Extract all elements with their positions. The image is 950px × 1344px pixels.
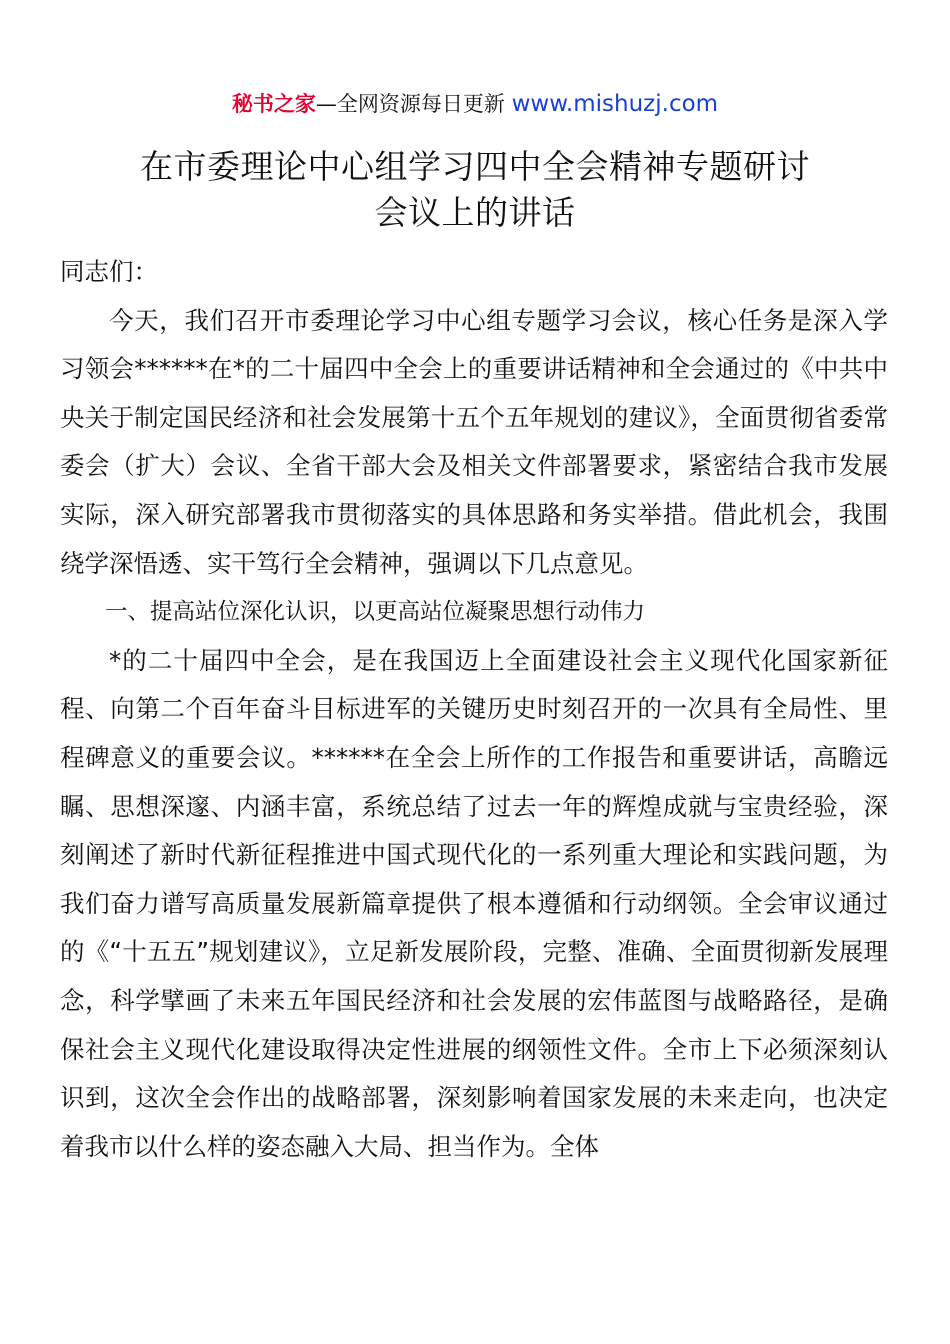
speech-body (60, 248, 888, 1171)
paragraph-section-1: *的二十届四中全会，是在我国迈上全面建设社会主义现代化国家新征程、向第二个百年奋斗目标进军的关键历史时刻召开的一次具有全局性、里程碑意义的重要会议。******在全会上所作的工作报告和重要讲话，高瞻远瞩、思想深邃、内涵丰富，系统总结了过去一年的辉煌成就与宝贵经验，深刻阐述了新时代新征程推进中国式现代化的一系列重大理论和实践问题，为我们奋力谱写高质量发展新篇章提供了根本遵循和行动纲领。全会审议通过的《“十五五”规划建议》，立足新发展阶段，完整、准确、全面贯彻新发展理念，科学擘画了未来五年国民经济和社会发展的宏伟蓝图与战略路径，是确保社会主义现代化建设取得决定性进展的纲领性文件。全市上下必须深刻认识到，这次全会作出的战略部署，深刻影响着国家发展的未来走向，也决定着我市以什么样的姿态融入大局、担当作为。全体 (60, 645, 888, 1161)
salutation: 同志们： (60, 257, 158, 286)
source-header (0, 88, 950, 120)
section-heading-1: 一、提高站位深化认识，以更高站位凝聚思想行动伟力 (105, 599, 646, 626)
site-url-link[interactable]: www.mishuzj.com (511, 91, 719, 117)
header-slogan: —全网资源每日更新 (315, 92, 505, 116)
title-line-1: 在市委理论中心组学习四中全会精神专题研讨 (140, 147, 810, 186)
page-title (60, 144, 890, 236)
title-line-2: 会议上的讲话 (374, 193, 576, 232)
brand-name: 秘书之家 (231, 92, 316, 116)
paragraph-opening: 今天，我们召开市委理论学习中心组专题学习会议，核心任务是深入学习领会******在*的二十届四中全会上的重要讲话精神和全会通过的《中共中央关于制定国民经济和社会发展第十五个五年规划的建议》，全面贯彻省委常委会（扩大）会议、全省干部大会及相关文件部署要求，紧密结合我市发展实际，深入研究部署我市贯彻落实的具体思路和务实举措。借此机会，我围绕学深悟透、实干笃行全会精神，强调以下几点意见。 (60, 305, 888, 578)
